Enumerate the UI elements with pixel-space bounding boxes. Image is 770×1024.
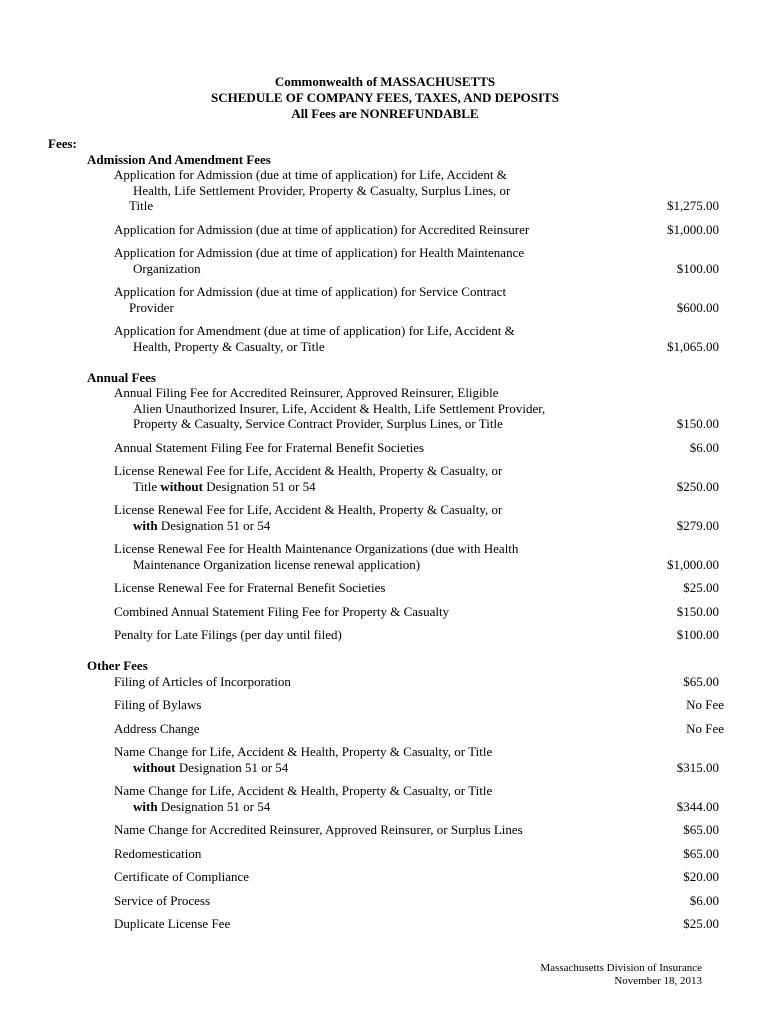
fee-amount: $65.00 <box>683 822 719 837</box>
fee-row-desc: Alien Unauthorized Insurer, Life, Accident & Health, Life Settlement Provider, <box>133 401 546 416</box>
fee-row-desc: Filing of Bylaws <box>114 697 202 712</box>
fee-row-desc: License Renewal Fee for Life, Accident & Health, Property & Casualty, or <box>114 463 503 478</box>
fee-row-desc: Annual Statement Filing Fee for Fraternal Benefit Societies <box>114 440 425 455</box>
fee-amount: $600.00 <box>676 300 719 315</box>
fee-row-desc: Annual Filing Fee for Accredited Reinsurer, Approved Reinsurer, Eligible <box>114 385 499 400</box>
section-heading-annual: Annual Fees <box>87 370 156 385</box>
fee-row-desc: License Renewal Fee for Life, Accident & Health, Property & Casualty, or <box>114 502 503 517</box>
fee-row-desc: License Renewal Fee for Fraternal Benefit Societies <box>114 580 386 595</box>
fee-row-desc: without Designation 51 or 54 <box>133 760 289 775</box>
fee-row-desc: Application for Admission (due at time of application) for Life, Accident & <box>114 167 507 182</box>
section-heading-other: Other Fees <box>87 658 148 673</box>
fee-amount: $1,065.00 <box>667 339 719 354</box>
fee-amount: $1,000.00 <box>667 222 719 237</box>
fee-amount: $279.00 <box>676 518 719 533</box>
fee-row-desc: with Designation 51 or 54 <box>133 518 271 533</box>
footer-date: November 18, 2013 <box>614 975 702 987</box>
fee-amount: No Fee <box>686 721 724 736</box>
fee-amount: $344.00 <box>676 799 719 814</box>
fee-row-desc: Application for Admission (due at time of application) for Service Contract <box>114 284 507 299</box>
fee-amount: $315.00 <box>676 760 719 775</box>
fee-row-desc: Penalty for Late Filings (per day until filed) <box>114 627 342 642</box>
doc-title-line3: All Fees are NONREFUNDABLE <box>291 106 479 121</box>
footer-org: Massachusetts Division of Insurance <box>540 962 702 974</box>
fee-row-desc: Address Change <box>114 721 200 736</box>
fee-row-desc: Combined Annual Statement Filing Fee for Property & Casualty <box>114 604 450 619</box>
fee-row-desc: Organization <box>133 261 201 276</box>
fee-row-desc: Provider <box>129 300 174 315</box>
fee-row-desc: Application for Admission (due at time of application) for Health Maintenance <box>114 245 525 260</box>
fee-amount: $6.00 <box>689 440 719 455</box>
fee-amount: $25.00 <box>683 580 719 595</box>
section-heading-admission: Admission And Amendment Fees <box>87 152 271 167</box>
fee-amount: $1,275.00 <box>667 198 719 213</box>
fee-row-desc: Property & Casualty, Service Contract Provider, Surplus Lines, or Title <box>133 416 503 431</box>
fee-row-desc: Title <box>129 198 154 213</box>
fee-row-desc: Application for Admission (due at time of application) for Accredited Reinsurer <box>114 222 530 237</box>
fee-row-desc: License Renewal Fee for Health Maintenance Organizations (due with Health <box>114 541 519 556</box>
fee-amount: $6.00 <box>689 893 719 908</box>
fee-amount: No Fee <box>686 697 724 712</box>
fee-amount: $150.00 <box>676 416 719 431</box>
fee-row-desc: Name Change for Life, Accident & Health, Property & Casualty, or Title <box>114 744 493 759</box>
doc-title-line1: Commonwealth of MASSACHUSETTS <box>274 74 496 89</box>
fee-amount: $65.00 <box>683 674 719 689</box>
fee-amount: $100.00 <box>676 261 719 276</box>
fee-row-desc: Name Change for Life, Accident & Health, Property & Casualty, or Title <box>114 783 493 798</box>
fee-amount: $100.00 <box>676 627 719 642</box>
fee-amount: $20.00 <box>683 869 719 884</box>
fee-amount: $1,000.00 <box>667 557 719 572</box>
fee-amount: $65.00 <box>683 846 719 861</box>
fee-row-desc: Redomestication <box>114 846 202 861</box>
fee-row-desc: Application for Amendment (due at time of application) for Life, Accident & <box>114 323 515 338</box>
fee-row-desc: Health, Life Settlement Provider, Property & Casualty, Surplus Lines, or <box>133 183 511 198</box>
fee-row-desc: with Designation 51 or 54 <box>133 799 271 814</box>
fee-row-desc: Duplicate License Fee <box>114 916 231 931</box>
fee-amount: $25.00 <box>683 916 719 931</box>
fees-label: Fees: <box>48 136 77 151</box>
fee-row-desc: Health, Property & Casualty, or Title <box>133 339 325 354</box>
fee-amount: $250.00 <box>676 479 719 494</box>
fee-row-desc: Certificate of Compliance <box>114 869 250 884</box>
fee-row-desc: Filing of Articles of Incorporation <box>114 674 291 689</box>
fee-row-desc: Service of Process <box>114 893 211 908</box>
fee-row-desc: Name Change for Accredited Reinsurer, Approved Reinsurer, or Surplus Lines <box>114 822 523 837</box>
fee-row-desc: Title without Designation 51 or 54 <box>133 479 316 494</box>
doc-title-line2: SCHEDULE OF COMPANY FEES, TAXES, AND DEPOSITS <box>211 90 559 105</box>
fee-amount: $150.00 <box>676 604 719 619</box>
fee-row-desc: Maintenance Organization license renewal application) <box>133 557 421 572</box>
